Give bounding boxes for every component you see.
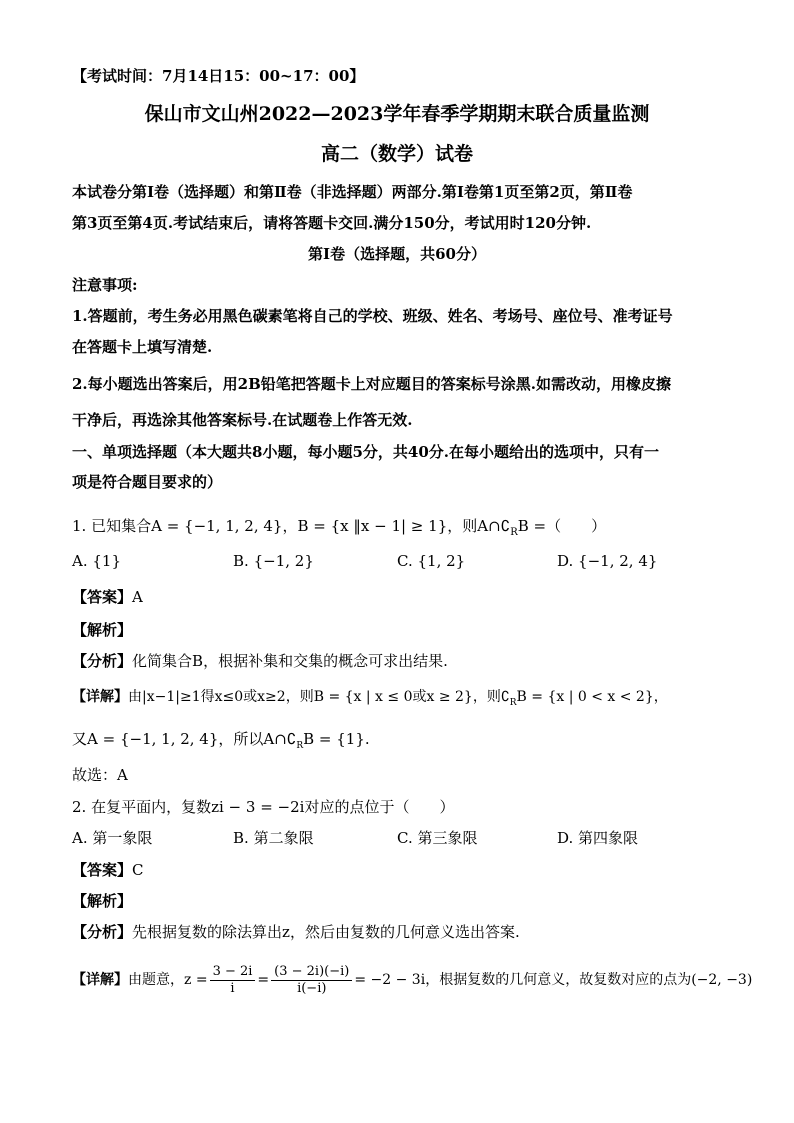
q1-option-b [233, 551, 314, 571]
detail-text: 又 [72, 730, 88, 748]
intro-line-2: 第3页至第4页.考试结束后，请将答题卡交回.满分150分，考试用时120分钟. [72, 214, 592, 232]
notice-2-line-1: 2.每小题选出答案后，用2B铅笔把答题卡上对应题目的答案标号涂黑.如需改动，用橡皮擦 [72, 375, 672, 393]
option-label: D. [557, 552, 574, 570]
detail-text: ，所以 [218, 730, 264, 748]
q1-set-a: A = {−1, 1, 2, 4} [151, 517, 283, 535]
detail-math: B = {1} [303, 730, 365, 748]
option-text: 第一象限 [92, 829, 153, 847]
q1-fenxi [72, 651, 722, 671]
fenxi-var: z [282, 923, 290, 941]
notice-2-line-2: 干净后，再选涂其他答案标号.在试题卷上作答无效. [72, 411, 413, 429]
q1-detail-2 [72, 729, 722, 756]
option-label: C. [397, 552, 413, 570]
exam-time: 【考试时间：7月14日15：00~17：00】 [72, 67, 365, 85]
detail-text: 由 [128, 689, 142, 705]
answer-tag: 【答案】 [72, 588, 133, 606]
q2-text-b: 对应的点位于（ ） [304, 798, 455, 816]
notice-1-line-1: 1.答题前，考生务必用黑色碳素笔将自己的学校、班级、姓名、考场号、座位号、准考证号 [72, 307, 673, 325]
detail-sub: R [509, 697, 517, 708]
fenxi-tag: 【分析】 [72, 923, 133, 941]
question-1-stem [72, 516, 722, 543]
q2-detail [72, 958, 753, 1002]
part-1-line-2: 项是符合题目要求的） [72, 473, 223, 491]
option-label: B. [233, 829, 249, 847]
option-text: {−1, 2} [253, 552, 314, 570]
q2-option-c [397, 828, 478, 848]
q2-answer [72, 860, 722, 880]
detail-math: ∁ [500, 689, 510, 705]
fraction-numerator: 3 − 2i [210, 964, 256, 981]
fraction-denominator: i [230, 980, 235, 996]
detail-math: z = [184, 972, 208, 988]
detail-math: A = {−1, 1, 2, 4} [87, 730, 219, 748]
part-1-line-1: 一、单项选择题（本大题共8小题，每小题5分，共40分.在每小题给出的选项中，只有一 [72, 443, 659, 461]
detail-math: B = {x | 0 < x < 2} [516, 689, 654, 705]
detail-text: ，则 [285, 689, 314, 705]
detail-math: |x−1|≥1 [142, 689, 201, 705]
section-title: 第Ⅰ卷（选择题，共60分） [308, 245, 486, 263]
answer-value: C [132, 861, 144, 879]
q2-text: 2. 在复平面内，复数 [72, 798, 212, 816]
answer-value: A [132, 588, 143, 606]
notice-1-line-2: 在答题卡上填写清楚. [72, 338, 213, 356]
q1-set-b: B = {x ‖x − 1| ≥ 1} [297, 517, 448, 535]
detail-math: A∩∁ [263, 730, 297, 748]
intro-line-1: 本试卷分第Ⅰ卷（选择题）和第Ⅱ卷（非选择题）两部分.第Ⅰ卷第1页至第2页，第Ⅱ卷 [72, 183, 633, 201]
q1-sub: R [510, 527, 518, 538]
q1-expr-b: B = [517, 517, 547, 535]
option-text: {1} [92, 552, 122, 570]
option-text: 第二象限 [253, 829, 314, 847]
option-label: D. [557, 829, 574, 847]
fenxi-text-b: ，然后由复数的几何意义选出答案. [289, 923, 520, 941]
q2-option-d [557, 828, 638, 848]
detail-text: 得 [200, 689, 215, 705]
option-text: {−1, 2, 4} [578, 552, 658, 570]
detail-math: = [257, 972, 270, 988]
q1-analysis-tag: 【解析】 [72, 621, 133, 639]
notice-title: 注意事项: [72, 276, 138, 294]
fenxi-text: 化简集合 [132, 652, 193, 670]
option-text: {1, 2} [417, 552, 466, 570]
detail-text: ，则 [472, 689, 501, 705]
q1-text: 1. 已知集合 [72, 517, 152, 535]
q2-analysis-tag: 【解析】 [72, 892, 133, 910]
q1-option-c [397, 551, 465, 571]
q1-option-a [72, 551, 121, 571]
detail-math: x≥2 [257, 689, 286, 705]
q2-option-b [233, 828, 314, 848]
fenxi-text-b: ，根据补集和交集的概念可求出结果. [203, 652, 448, 670]
fenxi-tag: 【分析】 [72, 652, 133, 670]
q1-choose: 故选：A [72, 766, 128, 784]
question-2-stem [72, 797, 722, 817]
fenxi-var: B [192, 652, 204, 670]
detail-text: 由题意， [128, 972, 184, 988]
q1-expr: A∩∁ [477, 517, 511, 535]
q1-answer [72, 587, 722, 607]
detail-tag: 【详解】 [72, 689, 128, 705]
option-text: 第四象限 [578, 829, 639, 847]
fraction-1 [210, 964, 256, 997]
detail-math: x ≥ 2} [426, 689, 473, 705]
detail-text: 或 [412, 689, 427, 705]
detail-math: (−2, −3) [691, 972, 753, 988]
detail-math: B = {x | x ≤ 0 [313, 689, 413, 705]
q2-option-a [72, 828, 152, 848]
fraction-denominator: i(−i) [297, 980, 327, 996]
detail-tag: 【详解】 [72, 972, 128, 988]
q1-paren: （ ） [546, 517, 607, 535]
q1-text-b: ，则 [447, 517, 478, 535]
detail-sub: R [296, 741, 304, 751]
detail-text: . [364, 730, 370, 748]
detail-math: x≤0 [214, 689, 244, 705]
fraction-2 [271, 964, 352, 997]
option-label: A. [72, 552, 88, 570]
q1-sep: ， [282, 517, 298, 535]
q1-option-d [557, 551, 657, 571]
option-label: C. [397, 829, 413, 847]
exam-title: 保山市文山州2022—2023学年春季学期期末联合质量监测 [144, 103, 650, 125]
option-label: A. [72, 829, 88, 847]
detail-text: 或 [243, 689, 258, 705]
fenxi-text: 先根据复数的除法算出 [132, 923, 283, 941]
fraction-numerator: (3 − 2i)(−i) [271, 964, 352, 981]
detail-text: ，根据复数的几何意义，故复数对应的点为 [425, 972, 692, 988]
q2-fenxi [72, 922, 722, 942]
q2-math: zi − 3 = −2i [211, 798, 305, 816]
option-label: B. [233, 552, 249, 570]
q1-detail [72, 687, 722, 713]
option-text: 第三象限 [417, 829, 478, 847]
detail-math: = −2 − 3i [354, 972, 426, 988]
detail-text: ， [653, 689, 668, 705]
exam-subtitle: 高二（数学）试卷 [320, 143, 473, 165]
answer-tag: 【答案】 [72, 861, 133, 879]
